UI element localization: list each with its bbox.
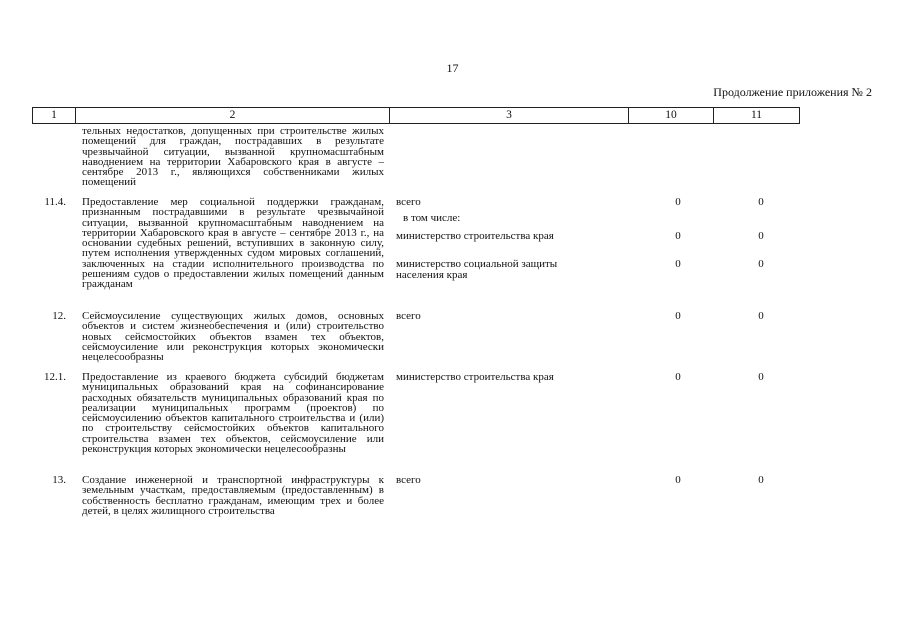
row-11-4-number: 11.4.: [44, 196, 66, 208]
row-13-col10: 0: [675, 474, 681, 486]
row-12-1-label: министерство строительства края: [396, 371, 554, 383]
header-col-10: 10: [629, 108, 714, 124]
row-12-number: 12.: [52, 310, 66, 322]
row-cont-description: тельных недостатков, допущенных при строительстве жилых помещений для граждан, пострадавших в результате чрезвычайной ситуации, вызванной крупномасштабным наводнением на территории Хабаровского края в августе – сентябре 2013 г., являющихся собственниками жилых помещений: [82, 125, 384, 189]
row-11-4-total-label: всего: [396, 196, 421, 208]
table-header: [32, 107, 800, 124]
header-col-11: 11: [714, 108, 800, 124]
continuation-note: Продолжение приложения № 2: [713, 85, 872, 99]
row-11-4-ministry-social-col10: 0: [675, 258, 681, 270]
row-11-4-including-label: в том числе:: [403, 212, 461, 224]
header-col-3: 3: [390, 108, 629, 124]
row-12-1-col10: 0: [675, 371, 681, 383]
row-12-col11: 0: [758, 310, 764, 322]
row-13-col11: 0: [758, 474, 764, 486]
row-11-4-ministry-social-col11: 0: [758, 258, 764, 270]
row-12-1-col11: 0: [758, 371, 764, 383]
row-12-1-description: Предоставление из краевого бюджета субсидий бюджетам муниципальных образований края на софинансирование расходных обязательств муниципальных образований края по реализации муниципальных программ (проектов) по сейсмоусилению объектов капитального строительства и (или) по строительству сейсмостойких объектов капитального строительства взамен тех объектов, сейсмоусиление или реконструкция которых экономически нецелесообразны: [82, 371, 384, 456]
page-number: 17: [446, 61, 459, 75]
header-col-2: 2: [76, 108, 390, 124]
row-12-1-number: 12.1.: [44, 371, 66, 383]
row-11-4-ministry-construction-col10: 0: [675, 230, 681, 242]
header-col-1: 1: [33, 108, 76, 124]
row-12-description: Сейсмоусиление существующих жилых домов, основных объектов и систем жизнеобеспечения и (или) строительство новых сейсмостойких объектов взамен тех объектов, сейсмоусиление или реконструкция которых экономически нецелесообразны: [82, 310, 384, 364]
row-12-label: всего: [396, 310, 421, 322]
row-13-number: 13.: [52, 474, 66, 486]
row-12-col10: 0: [675, 310, 681, 322]
row-11-4-ministry-construction-col11: 0: [758, 230, 764, 242]
row-11-4-total-col11: 0: [758, 196, 764, 208]
row-13-label: всего: [396, 474, 421, 486]
row-13-description: Создание инженерной и транспортной инфраструктуры к земельным участкам, предоставляемым (предоставленным) в собственность бесплатно гражданам, имеющим трех и более детей, в целях жилищного строительства: [82, 474, 384, 517]
row-11-4-ministry-social-label: министерство социальной защиты населения края: [396, 258, 558, 281]
row-11-4-total-col10: 0: [675, 196, 681, 208]
row-11-4-ministry-construction-label: министерство строительства края: [396, 230, 554, 242]
row-11-4-description: Предоставление мер социальной поддержки гражданам, признанным пострадавшими в результате чрезвычайной ситуации, вызванной крупномасштабным наводнением на территории Хабаровского края в августе – сентябре 2013 г., на основании судебных решений, вступивших в законную силу, путем исполнения утвержденных судом мировых соглашений, заключенных на стадии исполнительного производства по решениям судов о предоставлении жилых помещений данным гражданам: [82, 196, 384, 291]
